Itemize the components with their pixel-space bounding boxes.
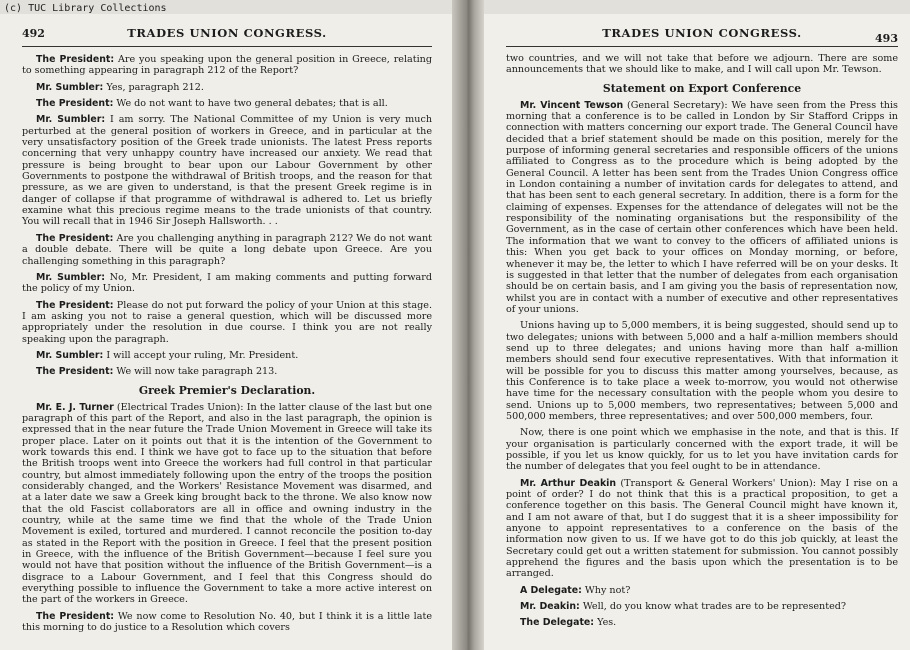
left-page-header: [22, 24, 432, 47]
paragraph: [22, 300, 432, 345]
paragraph: [506, 617, 898, 628]
paragraph: [22, 272, 432, 295]
speech-text: (General Secretary): We have seen from the Press this morning that a conference is to be called in London by Sir Stafford Cripps in connection with matters concerning our export trade. The General Council have decided that a brief statement should be made on this position, merely for the purpose of informing general secretaries and responsible officers of the unions affiliated to Congress as to the procedure which is being adopted by the General Council. A letter has been sent from the Trades Union Congress office in London containing a number of invitation cards for delegates to attend, and that has been sent to each general secretary. In addition, there is a form for the claiming of expenses. Expenses for the attendance of delegates will not be the responsibility of the nominating organisations but the responsibility of the Government, as in the case of certain other conferences which have been held. The information that we want to convey to the officers of affiliated unions is this: When you get back to your offices on Monday morning, or before, whenever it may be, the letter to which I have referred will be on your desks. It is suggested in that letter that the number of delegates from each organisation should be on certain basis, and I am giving you the basis of representation now, whilst you are in contact with a number of executive and other representatives of your unions.: [506, 99, 898, 315]
watermark: (c) TUC Library Collections: [4, 3, 167, 14]
speaker-name: The President:: [36, 299, 114, 311]
speech-text: (Transport & General Workers' Union): May I rise on a point of order? I do not think that this is a practical proposition, to get a conference together on this basis. The General Council might have known it, and I am not aware of that, but I do suggest that it is a sheer impossibility for anyone to appoint representatives to a conference on the basis of the information now given to us. If we have got to do this job quickly, at least the Secretary could get out a written statement for submission. You cannot possibly apprehend the figures and the basis upon which the presentation is to be arranged.: [506, 477, 898, 580]
speech-text: Now, there is one point which we emphasise in the note, and that is this. If your organisation is particularly concerned with the export trade, it will be possible, if you let us know quickly, for us to let you have invitation cards for the number of delegates that you feel ought to be in attendance.: [506, 427, 898, 473]
paragraph: two countries, and we will not take that before we adjourn. There are some announcements that we should like to make, and I will call upon Mr. Tewson.: [506, 53, 898, 76]
speech-text: I will accept your ruling, Mr. President.: [103, 349, 299, 361]
book-gutter: [452, 0, 484, 650]
speaker-name: The President:: [36, 610, 115, 622]
speech-text: Yes.: [594, 617, 617, 629]
paragraph: [506, 585, 898, 596]
speech-text: Well, do you know what trades are to be represented?: [579, 601, 847, 613]
speech-text: I am sorry. The National Committee of my Union is very much perturbed at the general position of workers in Greece, and in particular at the very unsatisfactory position of the Greek trade unionists. The latest Press reports concerning that very unhappy country have increased our anxiety. We read that pressure is being brought to bear upon our Labour Government by other Governments to postpone the withdrawal of British troops, and the reason for that pressure, as we are given to understand, is that the present Greek regime is in danger of collapse if that programme of withdrawal is adhered to. Let us briefly examine what this precious regime means to the trade unionists of that country. You will recall that in 1946 Sir Joseph Hallsworth. . .: [22, 114, 432, 228]
left-paragraphs-b: [22, 402, 432, 634]
speech-text: (Electrical Trades Union): In the latter clause of the last but one paragraph of this part of the Report, and also in the last paragraph, the opinion is expressed that in the near future the Trade Union Movement in Greece will take its proper place. Later on it points out that it is the intention of the Government to work towards this end. I think we have got to face up to the situation that before the British troops went into Greece the workers had full control in that particular country, but almost immediately following upon the entry of the troops the position considerably changed, and the Workers' Resistance Movement was disarmed, and at a later date we saw a Greek king brought back to the throne. We also know now that the old Fascist collaborators are all in office and owning industry in the country, while at the same time we find that the whole of the Trade Union Movement is exiled, tortured and murdered. I cannot reconcile the position to-day as stated in the Report with the position in Greece. I feel that the present position in Greece, with the influence of the British Government—because I feel sure you would not have that position without the influence of the British Government—is a disgrace to a Labour Government, and I feel that this Congress should do everything possible to influence the Government to take a more active interest on the part of the workers in Greece.: [22, 401, 432, 606]
running-title: TRADES UNION CONGRESS.: [127, 26, 327, 40]
speaker-name: Mr. Vincent Tewson: [520, 99, 624, 111]
paragraph: [22, 611, 432, 634]
speech-text: No, Mr. President, I am making comments and putting forward the policy of my Union.: [22, 271, 432, 295]
speaker-name: Mr. Sumbler:: [36, 81, 104, 93]
paragraph: [22, 402, 432, 606]
speech-text: Please do not put forward the policy of your Union at this stage. I am asking you not to raise a general question, which will be discussed more appropriately under the resolution in due course. I think you are not really speaking upon the paragraph.: [22, 299, 433, 345]
speaker-name: The President:: [36, 232, 114, 244]
paragraph: [22, 54, 432, 77]
paragraph: [22, 82, 432, 93]
section-heading: Greek Premier's Declaration.: [138, 383, 316, 397]
speaker-name: Mr. Deakin:: [520, 601, 580, 613]
paragraph: [506, 427, 898, 472]
speaker-name: The Delegate:: [520, 617, 595, 629]
right-page: [484, 14, 910, 650]
speaker-name: Mr. E. J. Turner: [36, 401, 114, 413]
speech-text: Why not?: [581, 584, 631, 596]
left-page: [0, 14, 452, 650]
speech-text: Unions having up to 5,000 members, it is being suggested, should send up to two delegates; unions with between 5,000 and a half a-million members should send up to three delegates; and unions having more than half a-million members should send four executive representatives. With that information it will be possible for you to discuss this matter among yourselves, because, as this Conference is to take place a week to-morrow, you would not otherwise have time for the necessary consultation with the people whom you desire to send. Unions up to 5,000 members, two representatives; between 5,000 and 500,000 members, three representatives; and over 500,000 members, four.: [506, 320, 898, 422]
speaker-name: The President:: [36, 98, 114, 110]
speech-text: Are you speaking upon the general position in Greece, relating to something appearing in paragraph 212 of the Report?: [22, 54, 433, 77]
section-heading: Statement on Export Conference: [602, 81, 802, 95]
right-paragraphs: [506, 100, 898, 629]
speech-text: We will now take paragraph 213.: [113, 366, 278, 378]
paragraph: [22, 366, 432, 377]
speech-text: Yes, paragraph 212.: [103, 81, 204, 93]
speaker-name: The President:: [36, 54, 115, 65]
speaker-name: The President:: [36, 366, 114, 378]
speaker-name: A Delegate:: [520, 584, 582, 596]
speech-text: We do not want to have two general debates; that is all.: [113, 98, 388, 110]
speech-text: We now come to Resolution No. 40, but I think it is a little late this morning to do justice to a Resolution which covers: [22, 610, 433, 634]
paragraph: [22, 350, 432, 361]
paragraph: [506, 320, 898, 422]
page-number: 493: [875, 32, 898, 45]
speaker-name: Mr. Sumbler:: [36, 114, 106, 126]
paragraph: [506, 601, 898, 612]
paragraph: [22, 114, 432, 227]
paragraph: [22, 98, 432, 109]
speaker-name: Mr. Sumbler:: [36, 349, 104, 361]
left-paragraphs-a: [22, 54, 432, 378]
speaker-name: Mr. Sumbler:: [36, 271, 105, 283]
right-page-header: [506, 24, 898, 47]
speaker-name: Mr. Arthur Deakin: [520, 477, 617, 489]
page-number: 492: [22, 27, 45, 40]
paragraph: [506, 478, 898, 580]
speech-text: Are you challenging anything in paragraph 212? We do not want a double debate. There will be quite a long debate upon Greece. Are you challenging something in this paragraph?: [22, 232, 433, 267]
paragraph: [22, 233, 432, 267]
running-title: TRADES UNION CONGRESS.: [602, 26, 802, 40]
paragraph: [506, 100, 898, 316]
